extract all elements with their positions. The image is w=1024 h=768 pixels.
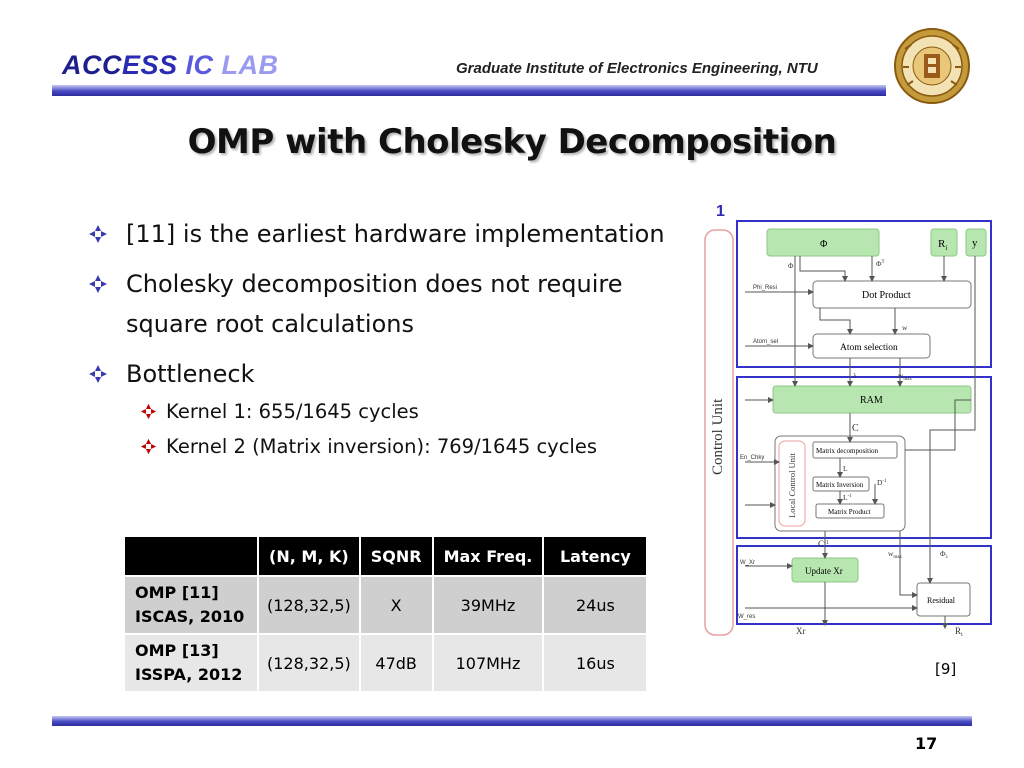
bullet-list xyxy=(88,214,708,464)
local-control-unit-label: Local Control Unit xyxy=(787,453,797,518)
signal-line xyxy=(800,256,845,281)
bullet-text: Bottleneck xyxy=(126,360,255,388)
signal-label-w-res: W_res xyxy=(738,614,756,620)
signal-label-w-xr: W_Xr xyxy=(740,560,755,566)
atom-selection-label: Atom selection xyxy=(840,343,898,353)
table-row-label: OMP [13] ISSPA, 2012 xyxy=(125,634,258,691)
hardware-block-diagram xyxy=(700,195,1000,655)
signal-line xyxy=(900,531,917,595)
sub-bullet-item xyxy=(140,394,708,429)
signal-label-w: w xyxy=(902,323,908,332)
signal-label-phi-lambda: $\Phi_\lambda$ xyxy=(940,549,948,560)
residual-label: Residual xyxy=(927,596,955,605)
ri-block-label: $R_i$ xyxy=(938,238,948,252)
y-block-label: y xyxy=(972,237,978,249)
diamond-bullet-icon xyxy=(140,438,157,455)
signal-label-lambda: λ xyxy=(853,371,857,380)
sub-bullet-item xyxy=(140,429,708,464)
table-header-cell: Latency xyxy=(543,537,646,576)
dot-product-label: Dot Product xyxy=(862,290,911,301)
table-header-cell: (N, M, K) xyxy=(258,537,360,576)
signal-label-atom-sel: Atom_sel xyxy=(753,339,779,345)
slide-title: OMP with Cholesky Decomposition xyxy=(187,122,837,162)
signal-label-phi-t: $\Phi^T$ xyxy=(876,259,885,268)
signal-label-phi: Φ xyxy=(788,261,794,270)
header-divider-bar xyxy=(52,85,886,96)
table-header-cell: Max Freq. xyxy=(433,537,544,576)
signal-label-d-inv: $D^{-1}$ xyxy=(877,478,887,487)
table-header-cell: SQNR xyxy=(360,537,433,576)
kernel-label-1: 1 xyxy=(716,203,725,220)
signal-label-w-max-top: $w_{max}$ xyxy=(898,371,913,382)
footer-divider-bar xyxy=(52,716,972,726)
table-cell: (128,32,5) xyxy=(258,576,360,634)
table-row xyxy=(125,634,646,691)
comparison-table xyxy=(125,537,646,691)
sub-bullet-text: Kernel 2 (Matrix inversion): 769/1645 cycles xyxy=(166,435,598,458)
diamond-bullet-icon xyxy=(88,364,108,384)
signal-label-l-inv: $L^{-1}$ xyxy=(843,493,852,502)
table-cell: 24us xyxy=(543,576,646,634)
update-xr-label: Update Xr xyxy=(805,566,843,576)
matrix-product-label: Matrix Product xyxy=(828,508,871,516)
table-cell: 47dB xyxy=(360,634,433,691)
matrix-decomposition-label: Matrix decomposition xyxy=(816,447,879,455)
page-number: 17 xyxy=(915,734,938,753)
signal-label-ri: $R_i$ xyxy=(955,626,963,638)
diamond-bullet-icon xyxy=(88,224,108,244)
signal-label-en-chky: En_Chky xyxy=(740,455,765,461)
table-cell: 107MHz xyxy=(433,634,544,691)
signal-label-l: L xyxy=(843,464,848,473)
bullet-item xyxy=(88,354,708,394)
signal-label-c: C xyxy=(852,423,859,434)
phi-block-label: Φ xyxy=(820,239,828,250)
control-unit-label: Control Unit xyxy=(710,398,726,475)
diamond-bullet-icon xyxy=(88,274,108,294)
signal-line xyxy=(820,308,850,334)
bullet-text: Cholesky decomposition does not require square root calculations xyxy=(126,270,623,338)
diagram-reference: [9] xyxy=(935,660,957,678)
table-cell: X xyxy=(360,576,433,634)
table-row xyxy=(125,576,646,634)
ntu-seal-icon xyxy=(893,27,971,105)
bullet-text: [11] is the earliest hardware implementation xyxy=(126,220,665,248)
table-cell: (128,32,5) xyxy=(258,634,360,691)
diamond-bullet-icon xyxy=(140,403,157,420)
table-row-label: OMP [11] ISCAS, 2010 xyxy=(125,576,258,634)
table-cell: 39MHz xyxy=(433,576,544,634)
signal-label-phi-resi: Phi_Resi xyxy=(753,285,778,291)
matrix-inversion-label: Matrix Inversion xyxy=(816,481,864,489)
institute-name: Graduate Institute of Electronics Engineering, NTU xyxy=(456,60,818,77)
signal-label-c-inv: $C^{-1}$ xyxy=(818,539,830,549)
bullet-item xyxy=(88,214,708,254)
table-header-cell xyxy=(125,537,258,576)
table-cell: 16us xyxy=(543,634,646,691)
ram-label: RAM xyxy=(860,395,883,406)
table-header-row xyxy=(125,537,646,576)
access-ic-lab-logo: ACCESS IC LAB xyxy=(62,50,279,80)
bullet-item xyxy=(88,264,708,344)
signal-label-w-max: $w_{max}$ xyxy=(888,549,903,560)
sub-bullet-text: Kernel 1: 655/1645 cycles xyxy=(166,400,419,423)
signal-label-xr: Xr xyxy=(796,626,806,636)
